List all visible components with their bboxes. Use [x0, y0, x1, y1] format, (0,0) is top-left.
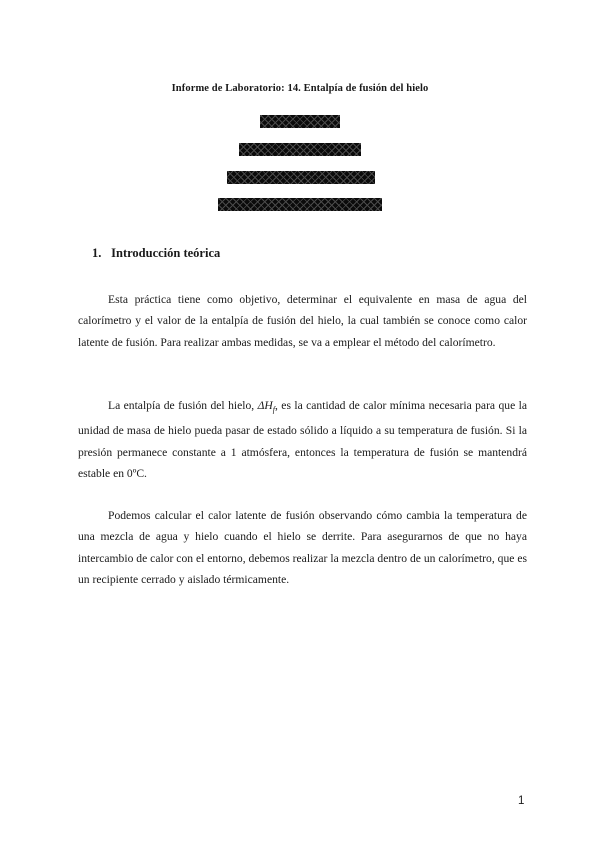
redacted-author-line	[239, 143, 361, 156]
redacted-author-line	[218, 198, 382, 211]
redacted-author-line	[260, 115, 340, 128]
document-title: Informe de Laboratorio: 14. Entalpía de fusión del hielo	[171, 83, 429, 94]
section-heading	[92, 246, 220, 261]
paragraph-calorimeter-method	[78, 505, 527, 590]
section-title: Introducción teórica	[111, 246, 221, 260]
section-number: 1.	[92, 246, 102, 260]
paragraph-text: La entalpía de fusión del hielo,	[108, 399, 258, 412]
redacted-author-line	[227, 171, 375, 184]
enthalpy-symbol: ΔH	[257, 399, 273, 412]
paragraph-text: Podemos calcular el calor latente de fusión observando cómo cambia la temperatura de una mezcla de agua y hielo cuando el hielo se derrite. Para asegurarnos de que no haya intercambio de calor con el entorno, debemos realizar la mezcla dentro de un calorímetro, que es un recipiente cerrado y aislado térmicamente.	[78, 509, 527, 586]
paragraph-text: , es la cantidad de calor mínima necesaria para que la unidad de masa de hielo pueda pasar de estado sólido a líquido a su temperatura de fusión. Si la presión permanece constante a 1 atmósfera, entonces la temperatura de fusión se mantendrá estable en 0ºC.	[78, 399, 527, 480]
paragraph-intro-objective	[78, 289, 527, 353]
paragraph-enthalpy-definition	[78, 395, 527, 484]
page-number: 1	[518, 795, 525, 807]
enthalpy-subscript: f	[272, 405, 275, 414]
paragraph-text: Esta práctica tiene como objetivo, determinar el equivalente en masa de agua del calorímetro y el valor de la entalpía de fusión del hielo, la cual también se conoce como calor latente de fusión. Para realizar ambas medidas, se va a emplear el método del calorímetro.	[78, 293, 527, 349]
